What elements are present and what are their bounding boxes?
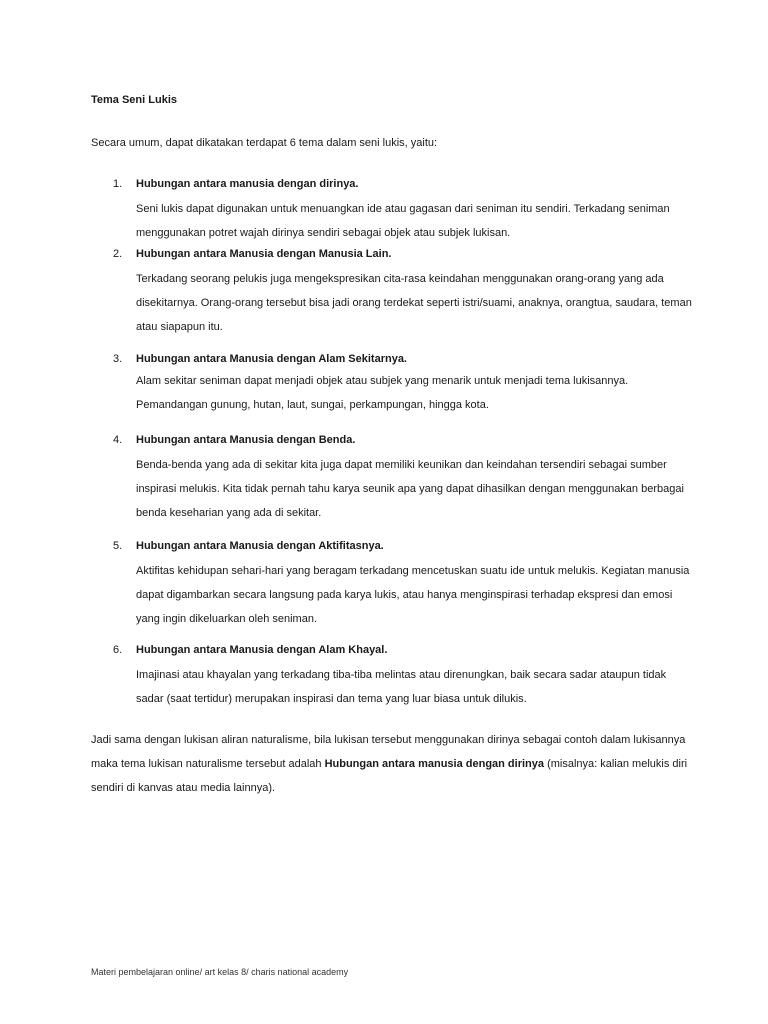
item-heading: Hubungan antara Manusia dengan Alam Khayal. [136,644,388,656]
item-heading: Hubungan antara manusia dengan dirinya. [136,178,359,190]
item-number: 5. [113,540,123,552]
item-heading: Hubungan antara Manusia dengan Alam Sekitarnya. [136,353,407,365]
item-body: Alam sekitar seniman dapat menjadi objek atau subjek yang menarik untuk menjadi tema lukisannya. Pemandangan gunung, hutan, laut, sungai, perkampungan, hingga kota. [136,375,629,411]
closing-emphasis: Hubungan antara manusia dengan dirinya [324,758,545,770]
closing-paragraph [91,728,691,800]
item-body: Imajinasi atau khayalan yang terkadang tiba-tiba melintas atau direnungkan, baik secara sadar ataupun tidak sadar (saat tertidur) merupakan inspirasi dan tema yang luar biasa untuk dilukis. [136,669,667,705]
item-body: Seni lukis dapat digunakan untuk menuangkan ide atau gagasan dari seniman itu sendiri. Terkadang seniman menggunakan potret wajah dirinya sendiri sebagai objek atau subjek lukisan. [136,203,670,239]
closing-text: Jadi sama dengan lukisan aliran naturalisme, bila lukisan tersebut menggunakan dirinya sebagai contoh dalam lukisannya maka tema lukisan naturalisme tersebut adalah [91,734,686,770]
item-heading: Hubungan antara Manusia dengan Aktifitasnya. [136,540,384,552]
intro-paragraph: Secara umum, dapat dikatakan terdapat 6 tema dalam seni lukis, yaitu: [91,137,438,149]
item-number: 3. [113,353,123,365]
item-number: 6. [113,644,123,656]
item-number: 1. [113,178,123,190]
page-footer: Materi pembelajaran online/ art kelas 8/ charis national academy [91,967,349,977]
closing-text-end: (misalnya: kalian melukis diri sendiri di kanvas atau media lainnya). [91,758,688,794]
item-body: Benda-benda yang ada di sekitar kita juga dapat memiliki keunikan dan keindahan tersendiri sebagai sumber inspirasi melukis. Kita tidak pernah tahu karya seunik apa yang dapat dihasilkan dengan menggunakan berbagai benda keseharian yang ada di sekitar. [136,459,684,519]
item-heading: Hubungan antara Manusia dengan Benda. [136,434,356,446]
document-title: Tema Seni Lukis [91,94,177,106]
item-number: 2. [113,248,123,260]
item-body: Terkadang seorang pelukis juga mengekspresikan cita-rasa keindahan menggunakan orang-orang yang ada disekitarnya. Orang-orang tersebut bisa jadi orang terdekat seperti istri/suami, anaknya, orangtua, saudara, teman atau siapapun itu. [136,273,692,333]
item-number: 4. [113,434,123,446]
item-heading: Hubungan antara Manusia dengan Manusia Lain. [136,248,392,260]
item-body: Aktifitas kehidupan sehari-hari yang beragam terkadang mencetuskan suatu ide untuk melukis. Kegiatan manusia dapat digambarkan secara langsung pada karya lukis, atau hanya menginspirasi terhadap ekspresi dan emosi yang ingin dikeluarkan oleh seniman. [136,565,690,625]
